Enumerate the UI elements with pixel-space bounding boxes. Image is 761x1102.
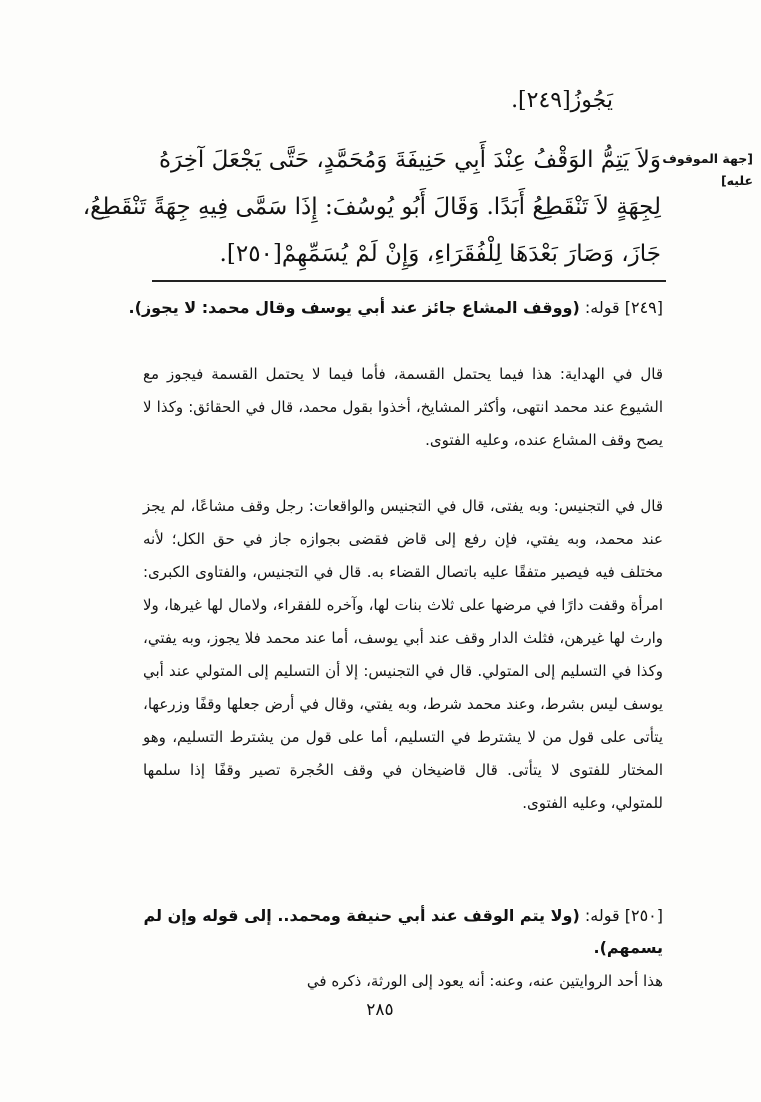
note-250-lead: قوله: [584, 906, 620, 925]
note-250-quote: (ولا يتم الوقف عند أبي حنيفة ومحمد.. إلى قوله وإن لم يسمهم). [143, 906, 663, 957]
matn-line-2: لِجِهَةٍ لاَ تَنْقَطِعُ أَبَدًا. وَقَالَ أَبُو يُوسُفَ: إِذَا سَمَّى فِيهِ جِهَةً تَنْقَطِعُ، [82, 194, 661, 220]
matn-line-3: جَازَ، وَصَارَ بَعْدَهَا لِلْفُقَرَاءِ، وَإِنْ لَمْ يُسَمِّهِمْ[٢٥٠]. [219, 241, 661, 267]
footnote-separator [152, 280, 666, 282]
margin-heading: [جهة الموقوف عليه] [662, 151, 753, 188]
note-249-number: [٢٤٩] [624, 298, 663, 317]
matn-line-1: وَلاَ يَتِمُّ الوَقْفُ عِنْدَ أَبِي حَنِيفَةَ وَمُحَمَّدٍ، حَتَّى يَجْعَلَ آخِرَهُ [158, 147, 661, 173]
note-249-heading [93, 292, 663, 324]
note-249-quote: (ووقف المشاع جائز عند أبي يوسف وقال محمد: لا يجوز). [128, 298, 580, 317]
header-line: يَجُوزُ[٢٤٩]. [511, 88, 613, 113]
note-249-lead: قوله: [584, 298, 620, 317]
commentary-paragraph-2: قال في التجنيس: وبه يفتى، قال في التجنيس والواقعات: رجل وقف مشاعًا، لم يجز عند محمد، وبه يفتي، فإن رفع إلى قاض فقضى بجوازه جاز في حق الكل؛ لأنه مختلف فيه فيصير متفقًا عليه باتصال القضاء به. قال في التجنيس، والفتاوى الكبرى: امرأة وقفت دارًا في مرضها على ثلاث بنات لها، وآخره للفقراء، ولامال لها غيرها، ولا وارث لها غيرهن، فثلث الدار وقف عند أبي يوسف، أما عند محمد فلا يجوز، وبه يفتي، وكذا في التسليم إلى المتولي. قال في التجنيس: إلا أن التسليم إلى المتولي عند أبي يوسف ليس بشرط، وعند محمد شرط، وبه يفتي، وقال في أرض جعلها وقفًا وزرعها، يتأتى على قول من لا يشترط في التسليم، أما على قول من يشترط التسليم، وهو المختار للفتوى لا يتأتى. قال قاضيخان في وقف الحُجرة تصير وقفًا إذا سلمها للمتولي، وعليه الفتوى. [143, 497, 663, 812]
commentary-paragraph-3: هذا أحد الروايتين عنه، وعنه: أنه يعود إلى الورثة، ذكره في [306, 972, 663, 990]
note-250-number: [٢٥٠] [624, 906, 663, 925]
commentary-paragraph-1: قال في الهداية: هذا فيما يحتمل القسمة، فأما فيما لا يحتمل القسمة فيجوز مع الشيوع عند محمد انتهى، وأكثر المشايخ، أخذوا بقول محمد، قال في الحقائق: وكذا لا يصح وقف المشاع عنده، وعليه الفتوى. [143, 365, 663, 449]
note-250-heading [93, 900, 663, 964]
page-number: ٢٨٥ [366, 1000, 394, 1020]
